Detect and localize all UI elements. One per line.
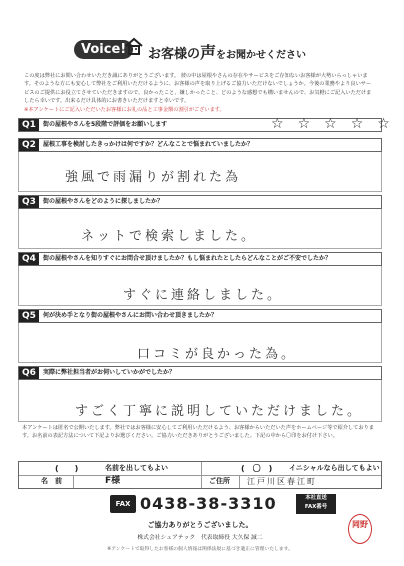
fax-side-label: 本社直送 FAX番号	[296, 494, 336, 514]
name-label: 名 前	[41, 477, 62, 485]
answer-box-q4[interactable]	[18, 266, 382, 306]
answer-q3: ネットで検索しました。	[81, 229, 258, 244]
house-icon	[124, 36, 144, 56]
seal-stamp: 岡野	[348, 514, 372, 544]
rating-stars[interactable]	[271, 116, 404, 132]
option-initial-checkbox[interactable]: ( 〇 )	[241, 464, 273, 473]
answer-q6: すごく丁寧に説明していただけました。	[75, 404, 364, 419]
answer-box-q6[interactable]	[18, 380, 382, 422]
address-label: ご住所	[209, 477, 230, 485]
company-name: 株式会社シェアテック 代表取締役 大久保 誠二	[137, 535, 263, 541]
intro-red-note: ※本アンケートにご記入いただいたお客様にお礼の品と工事金額の割引がございます。	[24, 106, 225, 113]
option-initial-label: イニシャルなら出してもよい	[289, 464, 380, 472]
question-bar-q2: Q2 屋根工事を検討したきっかけは何ですか？どんなことで悩まれていましたか？	[18, 138, 382, 152]
privacy-note: ※アンケートで取得したお客様の個人情報は関係法規に基づき適正に管理いたします。	[107, 547, 293, 552]
answer-box-q3[interactable]	[18, 209, 382, 249]
option-name-checkbox[interactable]: ( )	[55, 464, 79, 473]
answer-box-q2[interactable]	[18, 152, 382, 192]
question-bar-q3: Q3 街の屋根やさんをどのように探しましたか？	[18, 195, 382, 209]
intro-text: この度は弊社にお問い合わせいただき誠にありがとうございます。 彼の中は屋根やさんの存在やサービスをご存知ないお客様が大勢いらっしゃいます。そのような方にも安心して弊社をご利用いただけるように、お客様の声を取り上げるご協力いただけないでしょうか。今後の業務やより良いサービスのご提供にお役立てさせていただきますので、良かったこと、嫌しかったこと、どのような感想でも構いませんので、お気軽にご記入いただけましたら幸いです。出来るだけ具体的にお書きいただけますと幸いです。 ※本アンケートにご記入いただいたお客様にお礼の品と工事金額の割引がございます。	[24, 73, 372, 113]
name-value[interactable]: F様	[105, 476, 121, 486]
question-bar-q5: Q5 何が決め手となり街の屋根やさんにお問い合わせ頂きましたか？	[18, 309, 382, 323]
question-bar-q1: Q1 街の屋根やさんを5段階で評価をお願いします ☆☆☆☆☆	[18, 118, 382, 132]
question-bar-q6: Q6 実際に弊社担当者がお伺いしていかがでしたか？	[18, 366, 382, 380]
consent-info-row	[19, 475, 381, 488]
star-icon[interactable]: ☆	[350, 116, 378, 132]
page-title: お客様の声をお聞かせください	[148, 43, 307, 62]
question-bar-q4: Q4 街の屋根やさんを知りすぐにお問合せ頂けましたか？もし悩まれたとしたらどんなことがご不安でしたか？	[18, 252, 382, 266]
star-icon[interactable]: ☆	[271, 116, 298, 132]
fax-badge: FAX	[110, 495, 136, 513]
header	[0, 0, 400, 62]
star-icon[interactable]: ☆	[377, 116, 404, 132]
publish-note: 本アンケートは匿名で公開いたします。弊社ではお客様に安心してご利用いただけるよう、お客様からいただいた声をホームページ等で紹介しております。お名前の表記方法について下記よりお選びください。ご協力いただきありがとうございました。下記の中から〇印をお付け下さい。	[22, 425, 374, 439]
star-icon[interactable]: ☆	[297, 116, 325, 132]
answer-q5: 口コミが良かった為。	[137, 347, 298, 362]
star-icon[interactable]: ☆	[324, 116, 351, 132]
answer-q4: すぐに連絡しました。	[123, 288, 284, 303]
consent-table	[18, 461, 382, 489]
fax-number: 0438-38-3310	[140, 494, 277, 513]
thanks-message: ご協力ありがとうございました。	[147, 521, 253, 529]
address-value[interactable]: 江戸川区春江町	[247, 477, 317, 486]
option-name-label: 名前を出してもよい	[105, 464, 168, 472]
answer-box-q5[interactable]	[18, 323, 382, 363]
answer-q2: 強風で雨漏りが割れた為	[65, 170, 242, 185]
consent-options-row	[19, 462, 381, 476]
voice-badge: Voice!	[74, 40, 133, 59]
fax-block	[110, 494, 294, 514]
